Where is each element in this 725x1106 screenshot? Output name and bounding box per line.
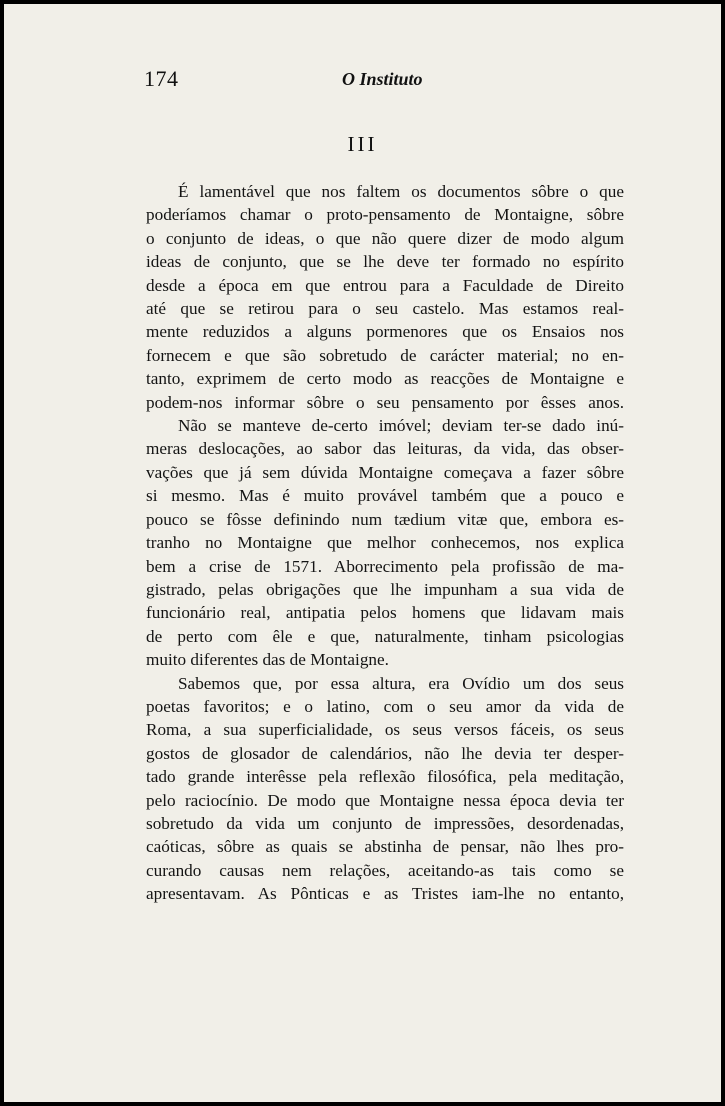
text-line: curando causas nem relações, aceitando-as tais como se [146, 860, 624, 880]
page-header [144, 66, 624, 94]
text-line: mente reduzidos a alguns pormenores que os Ensaios nos [146, 322, 624, 342]
text-line: poderíamos chamar o proto-pensamento de Montaigne, sôbre [146, 205, 624, 225]
text-line: Não se manteve de-certo imóvel; deviam ter-se dado inú- [178, 416, 624, 436]
text-line: de perto com êle e que, naturalmente, tinham psicologias [146, 626, 624, 646]
text-line: meras deslocações, ao sabor das leituras, da vida, das obser- [146, 439, 624, 459]
text-line: Roma, a sua superficialidade, os seus versos fáceis, os seus [146, 720, 624, 740]
text-line: si mesmo. Mas é muito provável também que a pouco e [146, 486, 624, 506]
text-line: sobretudo da vida um conjunto de impressões, desordenadas, [146, 813, 624, 833]
book-page [4, 4, 721, 1102]
text-line: poetas favoritos; e o latino, com o seu amor da vida de [146, 696, 624, 716]
text-line: pelo raciocínio. De modo que Montaigne nessa época devia ter [146, 790, 624, 810]
text-line: gistrado, pelas obrigações que lhe impunham a sua vida de [146, 579, 624, 599]
text-line: apresentavam. As Pônticas e as Tristes iam-lhe no entanto, [146, 884, 624, 904]
paragraph [146, 414, 624, 671]
section-heading: III [347, 132, 378, 156]
text-line: muito diferentes das de Montaigne. [146, 650, 389, 670]
text-line: tado grande interêsse pela reflexão filosófica, pela meditação, [146, 767, 624, 787]
text-line: É lamentável que nos faltem os documentos sôbre o que [178, 182, 624, 201]
text-line: vações que já sem dúvida Montaigne começava a fazer sôbre [146, 462, 624, 482]
text-line: funcionário real, antipatia pelos homens que lidavam mais [146, 603, 624, 623]
text-line: tranho no Montaigne que melhor conhecemos, nos explica [146, 533, 624, 553]
text-line: caóticas, sôbre as quais se abstinha de pensar, não lhes pro- [146, 837, 624, 857]
text-line: o conjunto de ideas, o que não quere dizer de modo algum [146, 228, 624, 248]
text-line: fornecem e que são sobretudo de carácter material; no en- [146, 345, 624, 365]
text-line: desde a época em que entrou para a Faculdade de Direito [146, 275, 624, 295]
paragraph [146, 672, 624, 906]
running-title: O Instituto [342, 69, 423, 89]
text-line: pouco se fôsse definindo num tædium vitæ que, embora es- [146, 509, 624, 529]
text-line: Sabemos que, por essa altura, era Ovídio um dos seus [178, 673, 624, 693]
body-text [146, 180, 624, 906]
text-line: até que se retirou para o seu castelo. Mas estamos real- [146, 299, 624, 319]
page-number: 174 [144, 66, 179, 91]
text-line: tanto, exprimem de certo modo as reacções de Montaigne e [146, 369, 624, 389]
text-line: gostos de glosador de calendários, não lhe devia ter desper- [146, 743, 624, 763]
paragraph [146, 180, 624, 414]
text-line: ideas de conjunto, que se lhe deve ter formado no espírito [146, 252, 624, 272]
text-line: bem a crise de 1571. Aborrecimento pela profissão de ma- [146, 556, 624, 576]
text-line: podem-nos informar sôbre o seu pensamento por êsses anos. [146, 392, 624, 412]
